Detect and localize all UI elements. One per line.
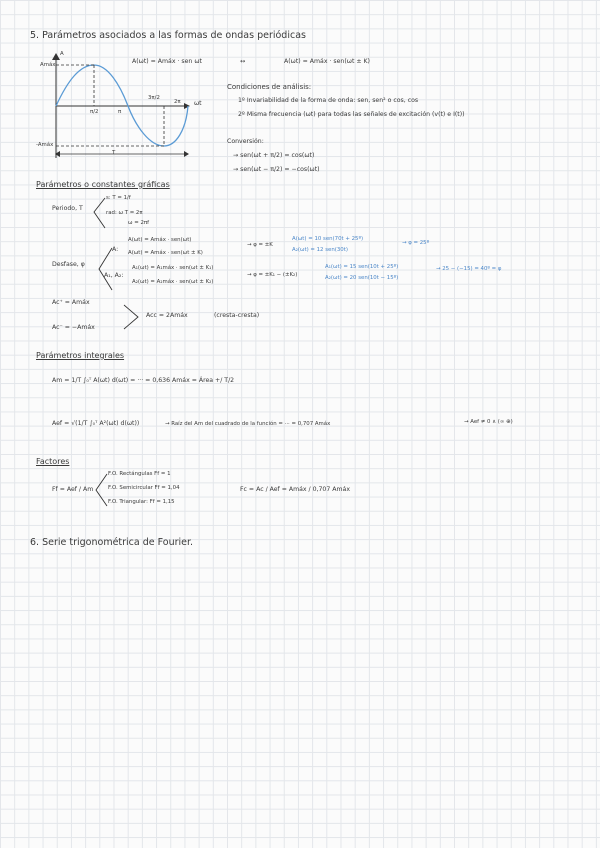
desfase-a1a2-result: → φ = ±K₁ − (±K₂) [247,272,298,278]
aef-formula: Aef = √(1/T ∫₀ᵀ A²(ωt) d(ωt)) [52,420,140,427]
desfase-a-result: → φ = ±K [247,242,273,248]
graph-amin-label: -Amáx [36,142,54,148]
integrales-title: Parámetros integrales [36,351,125,360]
ff-triangular: F.O. Triangular: Ff = 1,15 [108,499,175,505]
aef-note: → Aef ≠ 0 ∧ (∞ ⊕) [464,419,513,425]
conversion-title: Conversión: [227,138,264,145]
desfase-a2-eq: A₂(ωt) = A₂máx · sen(ωt ± K₂) [132,279,214,285]
factores-title: Factores [36,457,70,466]
condition-2: 2º Misma frecuencia (ωt) para todas las señales de excitación (v(t) e I(t)) [238,111,465,118]
ff-formula: Ff = Aef / Am [52,486,94,493]
example-1-line-2: A₂(ωt) = 12 sen(30t) [292,247,348,253]
graph-3pi-half-label: 3π/2 [148,95,160,101]
ac-plus: Ac⁺ = Amáx [52,299,90,306]
conditions-title: Condiciones de análisis: [227,83,312,91]
example-2-line-2: A₂(ωt) = 20 sen(10t − 15º) [325,275,399,281]
conversion-1: → sen(ωt + π/2) = cos(ωt) [233,152,315,159]
acc-brace [122,303,142,331]
graph-amax-label: Amáx [40,62,56,68]
acc-note: (cresta-cresta) [214,312,260,319]
section-5-title: 5. Parámetros asociados a las formas de ondas periódicas [30,30,306,41]
ac-minus: Ac⁻ = −Amáx [52,324,95,331]
periodo-label: Periodo, T [52,205,83,212]
desfase-a1a2-label: A₁, A₂: [104,272,124,279]
periodo-brace [91,196,107,230]
formula-arrow: ↔ [240,58,246,65]
periodo-rad-2: ω = 2πf [128,220,150,226]
graph-pi-half-label: π/2 [90,109,99,115]
formula-sen: A(ωt) = Amáx · sen ωt [132,58,202,65]
condition-1: 1º Invariabilidad de la forma de onda: sen, sen² o cos, cos [238,97,419,104]
fc-formula: Fc = Ac / Aef = Amáx / 0,707 Amáx [240,486,350,493]
desfase-a-eq-2: A(ωt) = Amáx · sen(ωt ± K) [128,250,203,256]
aef-description: → Raíz del Am del cuadrado de la función = ··· = 0,707 Amáx [165,421,331,427]
example-2-line-1: A₁(ωt) = 15 sen(10t + 25º) [325,264,399,270]
periodo-rad-1: rad: ω T = 2π [106,210,143,216]
desfase-a-eq-1: A(ωt) = Amáx · sen(ωt) [128,237,192,243]
ff-brace [93,472,109,508]
graph-wt-label: ωt [194,100,202,107]
example-1-result: → φ = 25º [402,240,430,246]
formula-phase: A(ωt) = Amáx · sen(ωt ± K) [284,58,370,65]
ff-semicircular: F.O. Semicircular Ff = 1,04 [108,485,180,491]
graficos-title: Parámetros o constantes gráficas [36,180,170,189]
desfase-label: Desfase, φ [52,261,85,268]
am-formula: Am = 1/T ∫₀ᵀ A(ωt) d(ωt) = ··· = 0,636 Amáx = Área +/ T/2 [52,377,235,384]
graph-period-label: T [112,150,116,156]
section-6-title: 6. Serie trigonométrica de Fourier. [30,537,194,548]
ff-rectangular: F.O. Rectángulas Ff = 1 [108,471,171,477]
periodo-s: s: T = 1/f [106,195,131,201]
graph-a-label: A [60,51,64,57]
desfase-a-label: A: [112,246,119,253]
acc-formula: Acc = 2Amáx [146,312,188,319]
conversion-2: → sen(ωt − π/2) = −cos(ωt) [233,166,320,173]
example-1-line-1: A(ωt) = 10 sen(70t + 25º) [292,236,364,242]
example-2-result: → 25 − (−15) = 40º = φ [436,266,502,272]
graph-2pi-label: 2π [174,99,181,105]
desfase-a1-eq: A₁(ωt) = A₁máx · sen(ωt ± K₁) [132,265,214,271]
sine-wave-graph [38,50,228,165]
graph-pi-label: π [118,109,122,115]
